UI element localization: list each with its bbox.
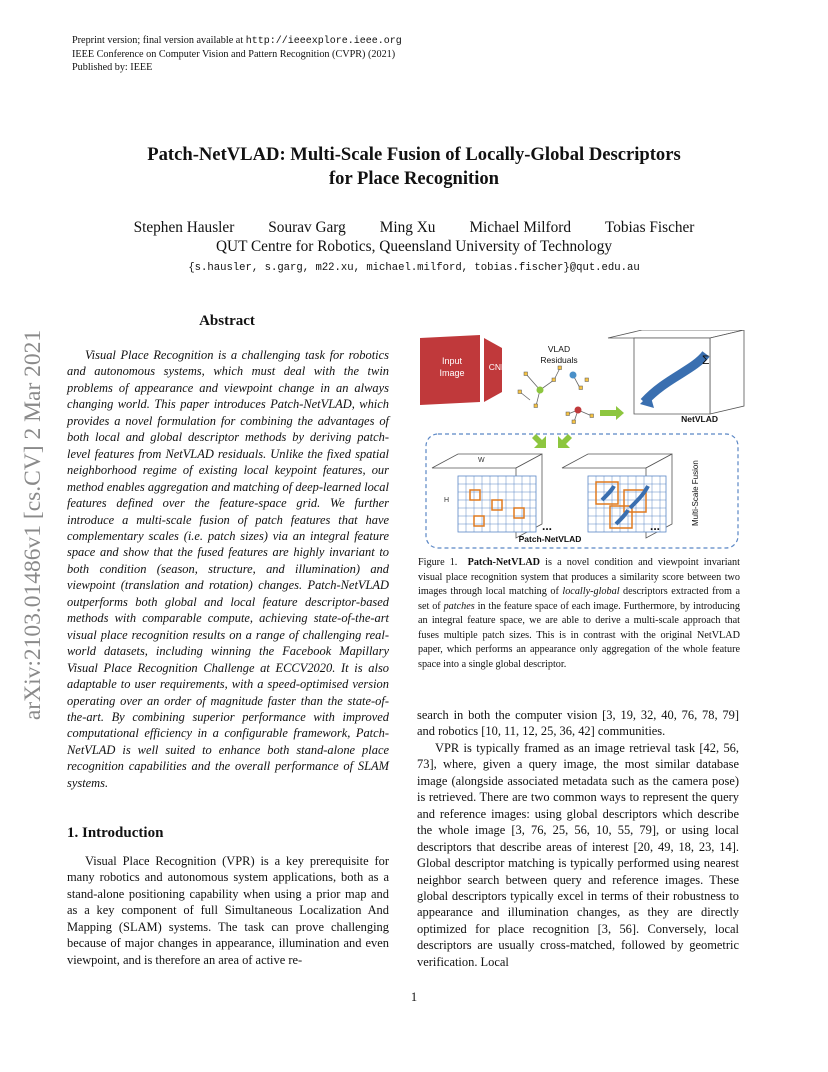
- header-line2: IEEE Conference on Computer Vision and Pattern Recognition (CVPR) (2021): [72, 49, 396, 61]
- caption-part2: descriptors extracted from a set of: [418, 586, 740, 612]
- caption-part1: is a novel condition and viewpoint invariant visual place recognition system that produces a similarity score between two images through local matching of: [418, 557, 740, 597]
- patch-netvlad-label: Patch-NetVLAD: [518, 534, 582, 544]
- right-paragraph-continued: search in both the computer vision [3, 19, 32, 40, 76, 78, 79] and robotics [10, 11, 12, 25, 36, 42] communities.: [417, 708, 739, 739]
- page-number: 1: [410, 990, 418, 1004]
- right-paragraph-2: VPR is typically framed as an image retrieval task [42, 56, 73], where, given a query image, the most similar database image (alongside associated metadata such as the camera pose) is retrieved. There are two common ways to represent the query and reference images: using global descriptors which describe the whole image [3, 76, 25, 56, 10, 55, 79], or using local descriptors that describe areas of interest [20, 49, 18, 23, 14]. Global descriptor matching is typically performed using nearest neighbor search between query and reference images. These global descriptors typically excel in terms of their robustness to appearance and illumination changes, as they are directly optimized for place recognition [3, 56]. Conversely, local descriptors are usually cross-matched, followed by geometric verification. Local: [417, 740, 739, 969]
- author-name: Michael Milford: [469, 219, 571, 236]
- netvlad-sigma: Σ: [702, 353, 710, 367]
- ellipsis-left: ...: [542, 519, 553, 533]
- title-line1: Patch-NetVLAD: Multi-Scale Fusion of Locally-Global Descriptors: [147, 144, 681, 165]
- arrow-down-right-icon: [558, 434, 572, 448]
- caption-bold: Patch-NetVLAD: [467, 557, 541, 568]
- vlad-residuals-graph: [520, 368, 592, 422]
- abstract-heading: Abstract: [199, 313, 255, 329]
- author-name: Ming Xu: [379, 219, 436, 236]
- header-url-link[interactable]: http://ieeexplore.ieee.org: [245, 36, 402, 47]
- right-column-body: [417, 707, 739, 970]
- netvlad-label: NetVLAD: [681, 414, 718, 424]
- caption-italic-2: patches: [443, 600, 475, 612]
- input-image-label-2: Image: [439, 368, 465, 378]
- arxiv-stamp-container: [18, 290, 48, 760]
- affiliation: QUT Centre for Robotics, Queensland University of Technology: [215, 238, 612, 255]
- caption-part3: in the feature space of each image. Furthermore, by introducing an integral feature space, we are able to derive a multi-scale approach that fuses multiple patch sizes. This is in contrast with the original NetVLAD paper, which performs an appearance only aggregation of the whole feature space into a single global descriptor.: [418, 600, 740, 670]
- arrow-down-left-icon: [532, 434, 546, 448]
- arxiv-stamp: arXiv:2103.01486v1 [cs.CV] 2 Mar 2021: [20, 329, 46, 721]
- vlad-label-2: Residuals: [540, 355, 578, 365]
- introduction-body: [67, 853, 389, 968]
- figure-1-caption: [418, 556, 740, 672]
- author-list: [80, 218, 748, 238]
- caption-label: Figure 1.: [418, 557, 458, 568]
- arrow-right-icon: [600, 406, 624, 420]
- header-line3: Published by: IEEE: [72, 62, 153, 74]
- cluster-center-green: [537, 387, 544, 394]
- title-line2: for Place Recognition: [328, 168, 500, 189]
- author-emails[interactable]: {s.hausler, s.garg, m22.xu, michael.milford, tobias.fischer}@qut.edu.au: [188, 262, 640, 274]
- introduction-paragraph: Visual Place Recognition (VPR) is a key prerequisite for many robotics and autonomous system applications, both as a stand-alone positioning capability when using a prior map and as a key component of full Simultaneous Localization And Mapping (SLAM) systems. The task can prove challenging because of major changes in appearance, illumination and even viewpoint, and is therefore an area of active re-: [67, 854, 389, 967]
- dimension-w-label: W: [478, 457, 485, 464]
- vlad-label-1: VLAD: [547, 344, 571, 354]
- abstract-body: [67, 347, 389, 791]
- ellipsis-right: ...: [650, 519, 661, 533]
- dimension-h-label: H: [444, 497, 450, 504]
- cluster-center-blue: [570, 372, 577, 379]
- header-line1-prefix: Preprint version; final version available at: [72, 35, 246, 46]
- figure-1: [418, 330, 748, 552]
- abstract-text: Visual Place Recognition is a challenging task for robotics and autonomous systems, which must deal with the twin problems of appearance and viewpoint change in an always changing world. This paper introduces Patch-NetVLAD, which provides a novel formulation for combining the advantages of both local and global descriptor methods by deriving patch-level features from NetVLAD residuals. Unlike the fixed spatial neighborhood regime of existing local keypoint features, our method enables aggregation and matching of deep-learned local features defined over the feature-space grid. We further introduce a multi-scale fusion of patch features that have complementary scales (i.e. patch sizes) via an integral feature space and show that the fused features are highly invariant to both condition (season, structure, and illumination) and viewpoint (translation and rotation) changes. Patch-NetVLAD outperforms both global and local feature descriptor-based methods with comparable compute, achieving state-of-the-art visual place recognition results on a range of challenging real-world datasets, including winning the Facebook Mapillary Visual Place Recognition Challenge at ECCV2020. It is also adaptable to user requirements, with a speed-optimised version operating over an order of magnitude faster than the state-of-the-art. By combining superior performance with improved computational efficiency in a configurable framework, Patch-NetVLAD is well suited to enhance both stand-alone place recognition capabilities and the overall performance of SLAM systems.: [67, 348, 389, 790]
- multi-scale-fusion-label: Multi-Scale Fusion: [691, 460, 700, 526]
- input-image-label-1: Input: [441, 356, 463, 366]
- preprint-header: [72, 34, 402, 75]
- patch-grid-left: [432, 454, 542, 538]
- introduction-heading: 1. Introduction: [67, 825, 164, 841]
- author-name: Tobias Fischer: [604, 219, 695, 236]
- cluster-center-red: [575, 407, 582, 414]
- cnn-label: CNN: [488, 362, 508, 372]
- caption-italic-1: locally-global: [562, 586, 620, 597]
- figure-1-diagram: [418, 330, 748, 552]
- author-name: Sourav Garg: [268, 219, 346, 236]
- netvlad-cube: [608, 330, 744, 414]
- residual-points: [518, 366, 594, 424]
- paper-title: [80, 143, 748, 191]
- author-name: Stephen Hausler: [133, 219, 235, 236]
